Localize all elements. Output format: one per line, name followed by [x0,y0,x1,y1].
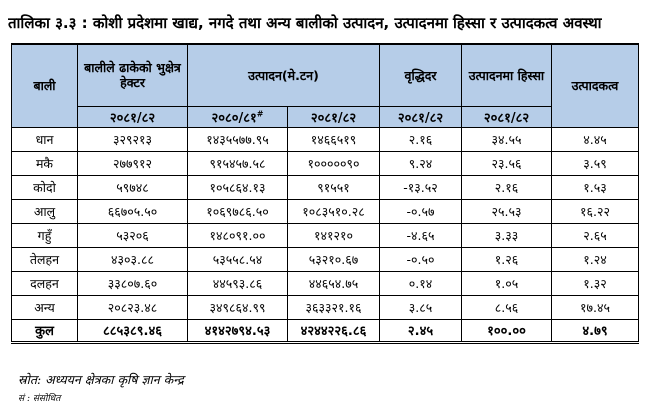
source-note: स्रोत: अध्ययन क्षेत्रका कृषि ज्ञान केन्द्र [18,372,184,387]
cell-share: २३.५६ [462,151,552,175]
revision-note: सं : संसोधित [18,394,61,404]
cell-prod: ३६३३२१.१६ [288,295,380,319]
cell-growth: ०.१४ [380,271,462,295]
table-row [12,271,639,295]
total-crop: कुल [12,319,78,342]
cell-prod-prev: ९१५४५७.५८ [188,151,288,175]
table-title: तालिका ३.३ : कोशी प्रदेशमा खाद्य, नगदे तथा अन्य बालीको उत्पादन, उत्पादनमा हिस्सा र उत्पादकत्व अवस्था [8,14,602,32]
total-row [12,319,639,342]
cell-area: ३२९२१३ [78,127,188,151]
table-row [12,247,639,271]
cell-area: ३३८०७.६० [78,271,188,295]
cell-prod: १४१२१० [288,223,380,247]
total-prod: ४२४४२२६.८६ [288,319,380,342]
cell-growth: २.१६ [380,127,462,151]
cell-area: ४३०३.८८ [78,247,188,271]
subheader-prod-year: २०८१/८२ [288,106,380,127]
total-productivity: ४.७९ [552,319,639,342]
cell-productivity: १६.२२ [552,199,639,223]
subheader-share-year: २०८१/८२ [462,106,552,127]
cell-share: १.०५ [462,271,552,295]
cell-growth: -४.६५ [380,223,462,247]
cell-crop: तेलहन [12,247,78,271]
cell-prod-prev: १४८०९१.०० [188,223,288,247]
crop-production-table [11,43,639,344]
cell-productivity: १.३२ [552,271,639,295]
cell-crop: धान [12,127,78,151]
table-row [12,175,639,199]
cell-crop: आलु [12,199,78,223]
cell-area: २७७९१२ [78,151,188,175]
cell-share: ८.५६ [462,295,552,319]
subheader-area-year: २०८१/८२ [78,106,188,127]
cell-crop: कोदो [12,175,78,199]
table-row [12,127,639,151]
cell-prod-prev: ५३५५८.५४ [188,247,288,271]
total-share: १००.०० [462,319,552,342]
table-body [12,127,639,319]
cell-prod: ५३२१०.६७ [288,247,380,271]
cell-crop: दलहन [12,271,78,295]
subheader-growth-year: २०८१/८२ [380,106,462,127]
header-production: उत्पादन(मे.टन) [188,44,380,106]
table-row [12,199,639,223]
cell-prod: ४४६५४.७५ [288,271,380,295]
cell-productivity: ४.४५ [552,127,639,151]
cell-prod-prev: ४४५९३.८६ [188,271,288,295]
header-area: बालीले ढाकेको भुक्षेत्र हेक्टर [78,44,188,106]
cell-productivity: १७.४५ [552,295,639,319]
header-crop: बाली [12,44,78,127]
cell-growth: -०.५७ [380,199,462,223]
cell-productivity: २.६५ [552,223,639,247]
subheader-prod-prev-year [188,106,288,127]
cell-prod-prev: १४३५५७७.९५ [188,127,288,151]
total-growth: २.४५ [380,319,462,342]
cell-share: ३४.५५ [462,127,552,151]
cell-area: २०८२३.४८ [78,295,188,319]
cell-productivity: ३.५९ [552,151,639,175]
cell-share: ३.३३ [462,223,552,247]
cell-prod: १०००००९० [288,151,380,175]
cell-prod: १४६६५१९ [288,127,380,151]
cell-growth: ९.२४ [380,151,462,175]
header-productivity: उत्पादकत्व [552,44,639,127]
cell-growth: -१३.५२ [380,175,462,199]
header-share: उत्पादनमा हिस्सा [462,44,552,106]
total-prod-prev: ४१४२७९४.५३ [188,319,288,342]
total-area: ८८५३८९.४६ [78,319,188,342]
cell-crop: मकै [12,151,78,175]
cell-growth: ३.८५ [380,295,462,319]
cell-area: ५३२०६ [78,223,188,247]
cell-prod: १०८३५१०.२८ [288,199,380,223]
cell-prod-prev: ३४९८६४.९९ [188,295,288,319]
cell-share: २५.५३ [462,199,552,223]
prod-prev-year-label: २०८०/८१ [211,110,257,126]
cell-area: ६६७०५.५० [78,199,188,223]
table-row [12,151,639,175]
cell-growth: -०.५० [380,247,462,271]
cell-productivity: १.२४ [552,247,639,271]
prod-prev-marker: # [256,109,264,119]
cell-productivity: १.५३ [552,175,639,199]
cell-crop: अन्य [12,295,78,319]
cell-prod: ९१५५१ [288,175,380,199]
cell-prod-prev: १०६९७८६.५० [188,199,288,223]
cell-crop: गहुँ [12,223,78,247]
cell-share: १.२६ [462,247,552,271]
cell-share: २.१६ [462,175,552,199]
cell-area: ५९७४८ [78,175,188,199]
header-growth: वृद्धिदर [380,44,462,106]
table-row [12,223,639,247]
cell-prod-prev: १०५८६४.१३ [188,175,288,199]
table-row [12,295,639,319]
